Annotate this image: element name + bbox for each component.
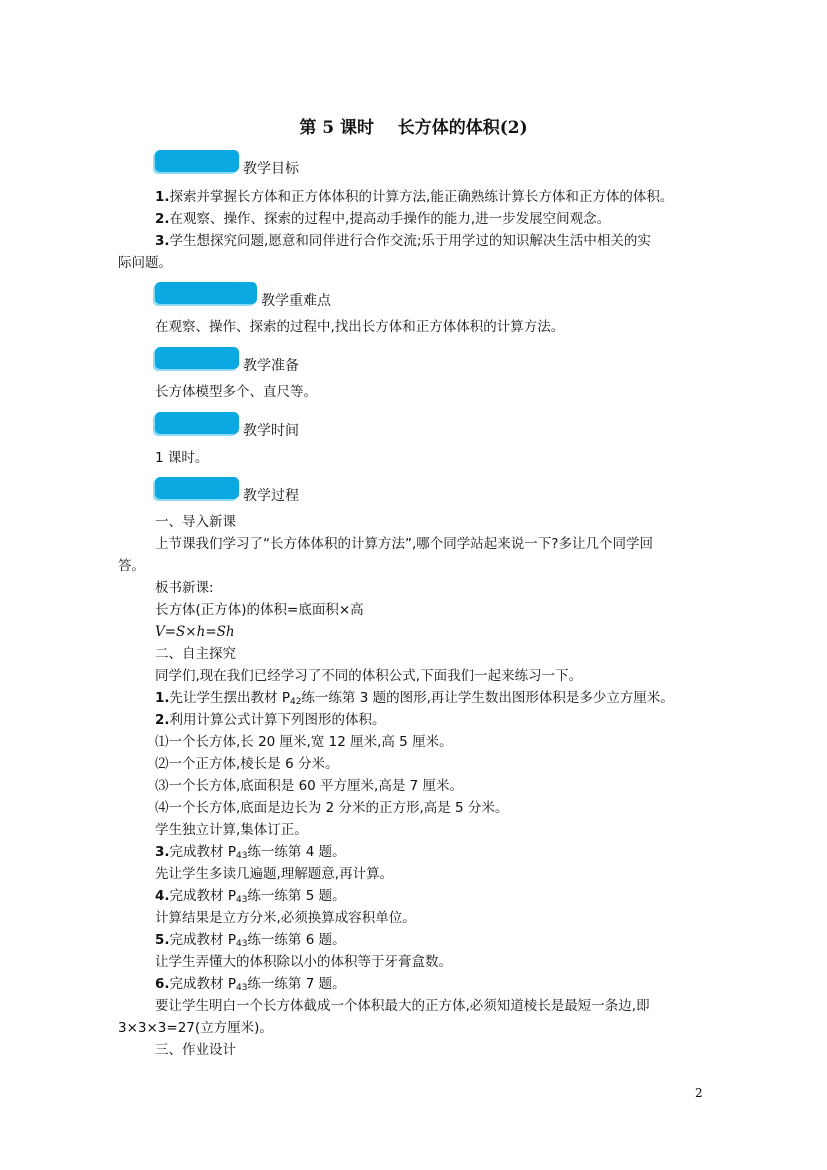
item-4-note: 计算结果是立方分米,必须换算成容积单位。 bbox=[155, 910, 416, 926]
question-4: ⑷一个长方体,底面是边长为 2 分米的正方形,高是 5 分米。 bbox=[155, 800, 509, 816]
goal-3-cont: 际问题。 bbox=[118, 255, 172, 271]
lesson-title: 第 5 课时 长方体的体积(2) bbox=[299, 118, 528, 138]
step-intro-heading: 一、导入新课 bbox=[155, 514, 236, 530]
formula-text: 长方体(正方体)的体积=底面积×高 bbox=[155, 602, 364, 618]
explore-text: 同学们,现在我们已经学习了不同的体积公式,下面我们一起来练习一下。 bbox=[155, 668, 583, 684]
question-2: ⑵一个正方体,棱长是 6 分米。 bbox=[155, 756, 339, 772]
section-badge bbox=[155, 282, 257, 304]
section-badge bbox=[155, 412, 239, 434]
step-explore-heading: 二、自主探究 bbox=[155, 646, 236, 662]
section-label: 教学准备 bbox=[243, 358, 299, 374]
section-label: 教学重难点 bbox=[261, 293, 331, 309]
section-badge bbox=[155, 477, 239, 499]
board-heading: 板书新课: bbox=[155, 580, 214, 596]
goal-2: 2.在观察、操作、探索的过程中,提高动手操作的能力,进一步发展空间观念。 bbox=[155, 211, 611, 227]
item-4: 4.完成教材 $P_{43}$练一练第 5 题。 bbox=[155, 888, 346, 905]
item-3-note: 先让学生多读几遍题,理解题意,再计算。 bbox=[155, 866, 394, 882]
question-3: ⑶一个长方体,底面积是 60 平方厘米,高是 7 厘米。 bbox=[155, 778, 464, 794]
section-label: 教学目标 bbox=[243, 161, 299, 177]
item-2: 2.利用计算公式计算下列图形的体积。 bbox=[155, 712, 386, 728]
step-homework-heading: 三、作业设计 bbox=[155, 1042, 236, 1058]
item-6-note: 要让学生明白一个长方体截成一个体积最大的正方体,必须知道棱长是最短一条边,即 bbox=[155, 998, 650, 1014]
item-1: 1.先让学生摆出教材 $P_{42}$练一练第 3 题的图形,再让学生数出图形体积是多少立方厘米。 bbox=[155, 690, 674, 707]
item-5: 5.完成教材 $P_{43}$练一练第 6 题。 bbox=[155, 932, 346, 949]
item-6-note-cont: 3×3×3=27(立方厘米)。 bbox=[118, 1020, 273, 1036]
section-label: 教学过程 bbox=[243, 488, 299, 504]
item-3: 3.完成教材 $P_{43}$练一练第 4 题。 bbox=[155, 844, 346, 861]
difficulty-text: 在观察、操作、探索的过程中,找出长方体和正方体体积的计算方法。 bbox=[155, 319, 565, 335]
section-label: 教学时间 bbox=[243, 423, 299, 439]
page-number: 2 bbox=[695, 1086, 703, 1100]
intro-text-cont: 答。 bbox=[118, 558, 145, 574]
section-badge bbox=[155, 150, 239, 172]
formula-symbolic: V=S×h=Sh bbox=[155, 624, 235, 640]
section-badge bbox=[155, 347, 239, 369]
question-note: 学生独立计算,集体订正。 bbox=[155, 822, 308, 838]
goal-3: 3.学生想探究问题,愿意和同伴进行合作交流;乐于用学过的知识解决生活中相关的实 bbox=[155, 233, 651, 249]
time-text: 1 课时。 bbox=[155, 450, 209, 466]
question-1: ⑴一个长方体,长 20 厘米,宽 12 厘米,高 5 厘米。 bbox=[155, 734, 453, 750]
item-5-note: 让学生弄懂大的体积除以小的体积等于牙膏盒数。 bbox=[155, 954, 452, 970]
item-6: 6.完成教材 $P_{43}$练一练第 7 题。 bbox=[155, 976, 346, 993]
intro-text: 上节课我们学习了“长方体体积的计算方法”,哪个同学站起来说一下?多让几个同学回 bbox=[155, 536, 653, 552]
goal-1: 1.探索并掌握长方体和正方体体积的计算方法,能正确熟练计算长方体和正方体的体积。 bbox=[155, 189, 674, 205]
prep-text: 长方体模型多个、直尺等。 bbox=[155, 384, 317, 400]
